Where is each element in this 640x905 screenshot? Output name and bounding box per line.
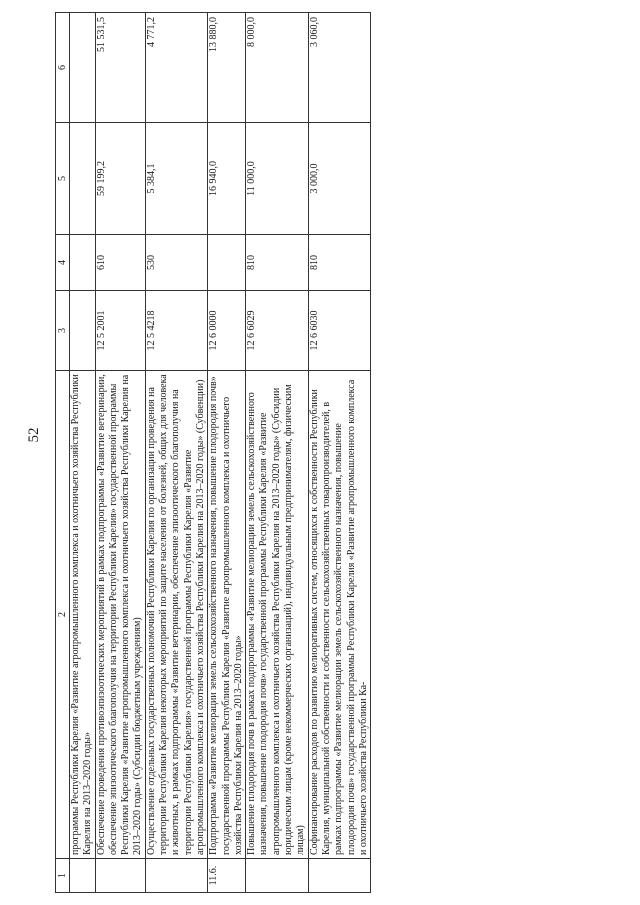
row-amount: 59 199,2 xyxy=(95,123,145,235)
row-code xyxy=(70,291,96,371)
column-header-1: 1 xyxy=(56,859,70,893)
column-header-5: 5 xyxy=(56,123,70,235)
column-header-2: 2 xyxy=(56,371,70,859)
row-number xyxy=(95,859,145,893)
table-row xyxy=(208,13,246,893)
row-amount: 11 000,0 xyxy=(246,123,308,235)
row-expense-type: 810 xyxy=(308,235,370,291)
row-amount xyxy=(70,123,96,235)
column-header-3: 3 xyxy=(56,291,70,371)
table-row xyxy=(70,13,96,893)
row-number xyxy=(145,859,207,893)
page-number: 52 xyxy=(26,427,42,443)
row-code: 12 6 0000 xyxy=(208,291,246,371)
row-total: 4 771,2 xyxy=(145,13,207,123)
row-number: 11.6. xyxy=(208,859,246,893)
row-expense-type xyxy=(70,235,96,291)
row-name: программы Республики Карелия «Развитие агропромышленного комплекса и охотничьего хозяйства Республики Карелия на 2013–2020 годы» xyxy=(70,371,96,859)
row-total: 8 000,0 xyxy=(246,13,308,123)
row-expense-type: 610 xyxy=(95,235,145,291)
row-total: 51 531,5 xyxy=(95,13,145,123)
table-row xyxy=(145,13,207,893)
row-total: 3 060,0 xyxy=(308,13,370,123)
row-expense-type: 810 xyxy=(246,235,308,291)
budget-table xyxy=(55,12,371,893)
row-number xyxy=(308,859,370,893)
row-name: Повышение плодородия почв в рамках подпрограммы «Развитие мелиорации земель сельскохозяйственного назначения, повышение плодородия почв» государственной программы Республики Карелия «Развитие агропромышленного комплекса и охотничьего хозяйства Республики Карелия на 2013–2020 годы» (Субсидии юридическим лицам (кроме некоммерческих организаций), индивидуальным предпринимателям, физическим лицам) xyxy=(246,371,308,859)
column-number-header xyxy=(56,13,70,893)
table-row xyxy=(246,13,308,893)
row-code: 12 6 6030 xyxy=(308,291,370,371)
row-amount: 16 940,0 xyxy=(208,123,246,235)
row-code: 12 6 6029 xyxy=(246,291,308,371)
table-row xyxy=(308,13,370,893)
row-expense-type: 530 xyxy=(145,235,207,291)
row-name: Подпрограмма «Развитие мелиорации земель сельскохозяйственного назначения, повышение плодородия почв» государственной программы Республики Карелия «Развитие агропромышленного комплекса и охотничьего хозяйства Республики Карелия на 2013–2020 годы» xyxy=(208,371,246,859)
row-total xyxy=(70,13,96,123)
row-expense-type xyxy=(208,235,246,291)
table-row xyxy=(95,13,145,893)
column-header-4: 4 xyxy=(56,235,70,291)
row-amount: 3 000,0 xyxy=(308,123,370,235)
column-header-6: 6 xyxy=(56,13,70,123)
row-name: Софинансирование расходов по развитию мелиоративных систем, относящихся к собственности Республики Карелия, муниципальной собственности и собственности сельскохозяйственных товаропроизводителей, в рамках подпрограммы «Развитие мелиорации земель сельскохозяйственного назначения, повышение плодородия почв» государственной программы Республики Карелия «Развитие агропромышленного комплекса и охотничьего хозяйства Республики Ка- xyxy=(308,371,370,859)
rotated-table-container xyxy=(55,13,630,893)
row-code: 12 5 2001 xyxy=(95,291,145,371)
row-name: Осуществление отдельных государственных полномочий Республики Карелия по организации проведения на территории Республики Карелия некоторых мероприятий по защите населения от болезней, общих для человека и животных, в рамках подпрограммы «Развитие ветеринарии, обеспечение эпизоотического благополучия на территории Республики Карелия» государственной программы Республики Карелия «Развитие агропромышленного комплекса и охотничьего хозяйства Республики Карелия на 2013–2020 годы» (Субвенции) xyxy=(145,371,207,859)
row-total: 13 880,0 xyxy=(208,13,246,123)
row-amount: 5 384,1 xyxy=(145,123,207,235)
row-number xyxy=(70,859,96,893)
row-name: Обеспечение проведения противоэпизоотических мероприятий в рамках подпрограммы «Развитие ветеринарии, обеспечение эпизоотического благополучия на территории Республики Карелия» государственной программы Республики Карелия «Развитие агропромышленного комплекса и охотничьего хозяйства Республики Карелия на 2013–2020 годы» (Субсидии бюджетным учреждениям) xyxy=(95,371,145,859)
row-number xyxy=(246,859,308,893)
row-code: 12 5 4218 xyxy=(145,291,207,371)
